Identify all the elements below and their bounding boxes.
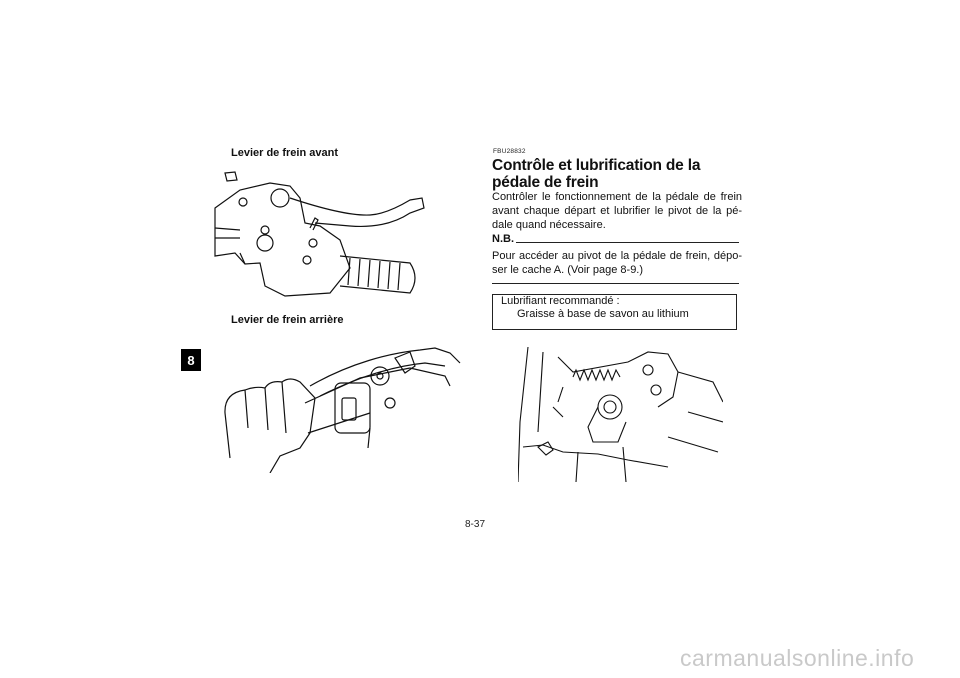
lubricant-label: Lubrifiant recommandé :	[501, 295, 620, 307]
watermark: carmanualsonline.info	[680, 645, 915, 671]
section-body: Contrôler le fonctionnement de la pédale de frein avant chaque départ et lubrifier le pivot de la pé-dale quand nécessaire.	[492, 191, 742, 231]
brake-pedal-illustration	[518, 342, 723, 482]
lubricant-box	[492, 294, 737, 330]
rear-brake-caption: Levier de frein arrière	[231, 314, 344, 326]
rear-brake-lever-illustration	[210, 338, 465, 473]
lubricant-value: Graisse à base de savon au lithium	[517, 308, 689, 320]
front-brake-lever-illustration	[210, 168, 435, 303]
note-label: N.B.	[492, 233, 514, 245]
reference-code: FBU28832	[493, 148, 526, 155]
note-end-rule	[492, 283, 739, 284]
front-brake-caption: Levier de frein avant	[231, 147, 338, 159]
note-rule	[516, 242, 739, 243]
chapter-tab	[181, 349, 201, 371]
chapter-number: 8	[187, 352, 195, 368]
note-header	[492, 233, 739, 245]
section-title: Contrôle et lubrification de la pédale de frein	[492, 157, 701, 191]
note-text: Pour accéder au pivot de la pédale de frein, dépo-ser le cache A. (Voir page 8-9.)	[492, 250, 742, 276]
page-number: 8-37	[465, 519, 486, 530]
